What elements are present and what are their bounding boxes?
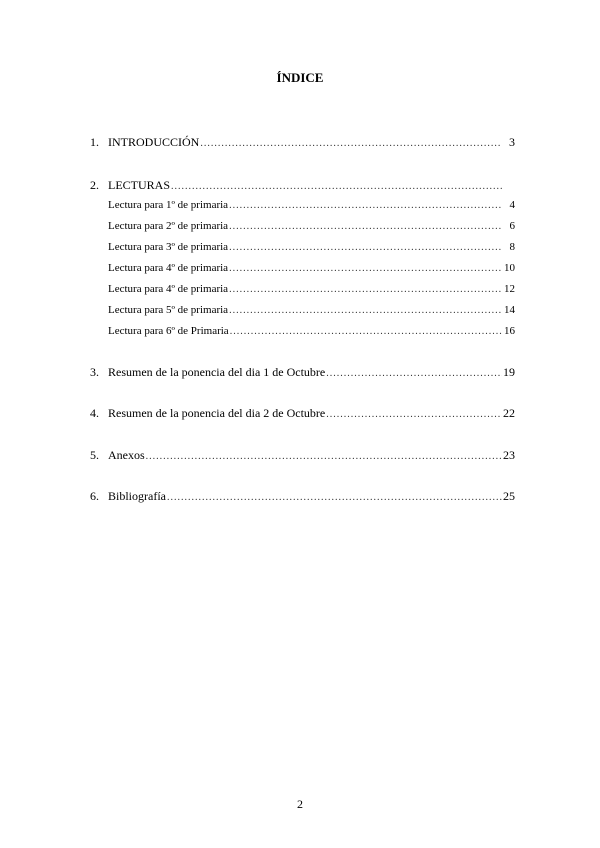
dot-leader	[229, 304, 502, 318]
toc-entry-page: 25	[503, 489, 515, 503]
toc-entry-page: 22	[503, 406, 515, 420]
toc-sub-entry	[108, 240, 515, 255]
toc-entry-label: LECTURAS	[108, 178, 171, 192]
toc-entry-number: 6.	[90, 489, 99, 503]
toc-entry-resumen-1	[90, 365, 515, 381]
toc-entry-page: 19	[503, 365, 515, 379]
toc-entry-introduccion	[90, 135, 515, 151]
dot-leader	[326, 408, 502, 422]
toc-entry-number: 5.	[90, 448, 99, 462]
toc-sub-entry-label: Lectura para 4º de primaria	[108, 262, 229, 274]
toc-entry-label: INTRODUCCIÓN	[108, 135, 200, 149]
toc-sub-entry-page: 4	[509, 199, 515, 211]
toc-sub-entry	[108, 261, 515, 276]
toc-entry-label: Bibliografía	[108, 489, 166, 503]
dot-leader	[229, 262, 502, 276]
toc-entry-number: 2.	[90, 178, 99, 192]
toc-entry-resumen-2	[90, 406, 515, 422]
toc-entry-number: 3.	[90, 365, 99, 379]
toc-entry-number: 4.	[90, 406, 99, 420]
page-number: 2	[297, 797, 303, 811]
toc-sub-entry-page: 6	[509, 220, 515, 232]
dot-leader	[171, 180, 502, 194]
dot-leader	[229, 283, 502, 297]
toc-sub-entry	[108, 282, 515, 297]
toc-entry-label: Anexos	[108, 448, 145, 462]
dot-leader	[200, 137, 502, 151]
toc-sub-entry-label: Lectura para 6º de Primaria	[108, 325, 229, 337]
toc-sub-entry-label: Lectura para 2º de primaria	[108, 220, 229, 232]
dot-leader	[326, 367, 502, 381]
dot-leader	[229, 241, 502, 255]
toc-sub-entry-label: Lectura para 3º de primaria	[108, 241, 229, 253]
toc-entry-label: Resumen de la ponencia del dia 2 de Octubre	[108, 406, 326, 420]
dot-leader	[230, 325, 502, 339]
toc-sub-entry-page: 14	[504, 304, 515, 316]
toc-entry-anexos	[90, 448, 515, 464]
toc-sub-entry-page: 10	[504, 262, 515, 274]
toc-entry-lecturas	[90, 178, 515, 194]
dot-leader	[167, 491, 502, 505]
dot-leader	[229, 199, 502, 213]
toc-sub-entry-page: 16	[504, 325, 515, 337]
toc-sub-entry	[108, 219, 515, 234]
toc-sub-entry-label: Lectura para 5º de primaria	[108, 304, 229, 316]
toc-sub-entry	[108, 303, 515, 318]
toc-entry-bibliografia	[90, 489, 515, 505]
toc-sub-entry	[108, 324, 515, 339]
toc-sub-entry-label: Lectura para 1º de primaria	[108, 199, 229, 211]
toc-sub-entry-page: 8	[509, 241, 515, 253]
page-title: ÍNDICE	[276, 70, 324, 85]
toc-sub-entry-label: Lectura para 4º de primaria	[108, 283, 229, 295]
toc-entry-number: 1.	[90, 135, 99, 149]
toc-entry-label: Resumen de la ponencia del dia 1 de Octubre	[108, 365, 326, 379]
dot-leader	[229, 220, 502, 234]
toc-entry-page: 23	[503, 448, 515, 462]
toc-sub-entry	[108, 198, 515, 213]
toc-sub-entry-page: 12	[504, 283, 515, 295]
toc-entry-page: 3	[509, 135, 515, 149]
dot-leader	[146, 450, 502, 464]
